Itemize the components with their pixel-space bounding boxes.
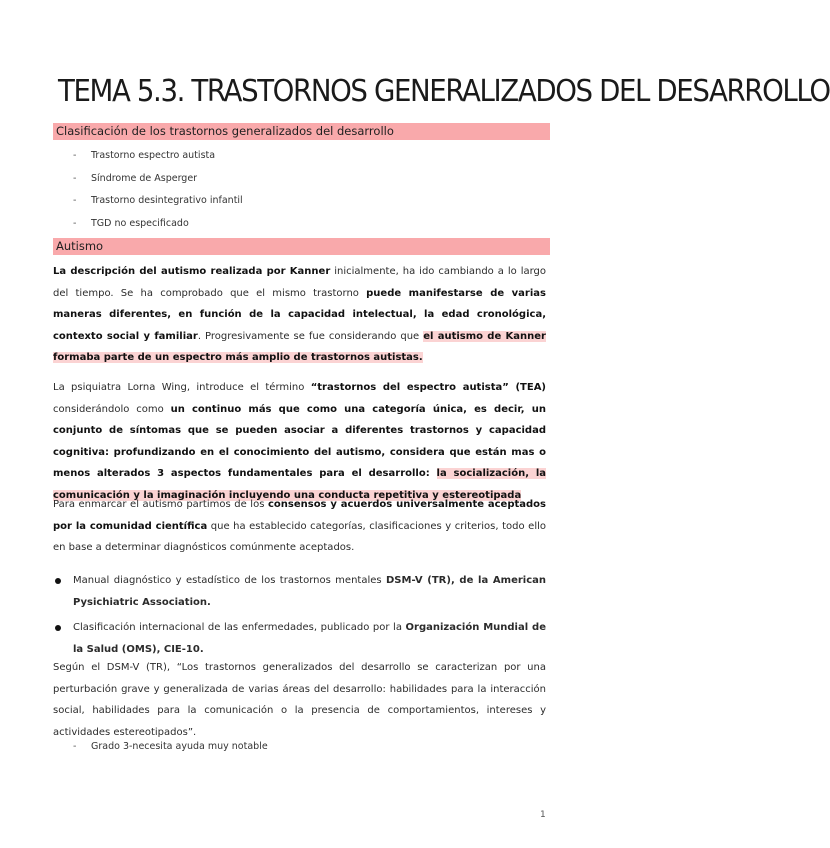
classification-list xyxy=(73,145,243,235)
dash-icon: - xyxy=(73,217,77,229)
section-heading-classification: Clasificación de los trastornos generalizados del desarrollo xyxy=(53,123,550,140)
dash-icon: - xyxy=(73,150,77,161)
bullet-icon xyxy=(55,625,61,631)
highlight: el autismo de Kanner formaba parte de un espectro más amplio de trastornos autistas. xyxy=(53,330,546,363)
list-item: Manual diagnóstico y estadístico de los trastornos mentales DSM-V (TR), de la American Pysichiatric Association. xyxy=(53,570,546,613)
paragraph-consensus: Para enmarcar el autismo partimos de los consensos y acuerdos universalmente aceptados por la comunidad científica que ha establecido categorías, clasificaciones y criterios, todo ello en base a determinar diagnósticos comúnmente aceptados. xyxy=(53,499,546,553)
dash-icon: - xyxy=(73,741,77,752)
dash-icon: - xyxy=(73,172,77,184)
list-item: - Trastorno desintegrativo infantil xyxy=(73,190,243,213)
bullet-icon xyxy=(55,578,61,584)
page-number: 1 xyxy=(540,810,546,820)
list-item: - Trastorno espectro autista xyxy=(73,145,243,168)
highlight: la socialización, la comunicación y la imaginación incluyendo una conducta repetitiva y estereotipada xyxy=(53,468,546,501)
list-item: - TGD no especificado xyxy=(73,213,243,236)
list-item: - Síndrome de Asperger xyxy=(73,168,243,191)
reference-list xyxy=(53,570,546,664)
page-title: TEMA 5.3. TRASTORNOS GENERALIZADOS DEL DESARROLLO xyxy=(58,74,830,109)
paragraph-wing: La psiquiatra Lorna Wing, introduce el término “trastornos del espectro autista” (TEA) considerándolo como un continuo más que como una categoría única, es decir, un conjunto de síntomas que se pueden asociar a diferentes trastornos y capacidad cognitiva: profundizando en el conocimiento del autismo, considera que están mas o menos alterados 3 aspectos fundamentales para el desarrollo: la socialización, la comunicación y la imaginación incluyendo una conducta repetitiva y estereotipada xyxy=(53,382,547,501)
dash-icon: - xyxy=(73,195,77,206)
list-item: Clasificación internacional de las enfermedades, publicado por la Organización Mundial de la Salud (OMS), CIE-10. xyxy=(53,617,546,660)
paragraph-kanner: La descripción del autismo realizada por Kanner inicialmente, ha ido cambiando a lo largo del tiempo. Se ha comprobado que el mismo trastorno puede manifestarse de varias maneras diferentes, en función de la capacidad intelectual, la edad cronológica, contexto social y familiar. Progresivamente se fue considerando que el autismo de Kanner formaba parte de un espectro más amplio de trastornos autistas. xyxy=(53,266,547,363)
list-item: - Grado 3-necesita ayuda muy notable xyxy=(73,736,268,759)
section-heading-autism: Autismo xyxy=(53,238,550,255)
grade-list xyxy=(73,736,268,759)
paragraph-dsm: Según el DSM-V (TR), “Los trastornos generalizados del desarrollo se caracterizan por una perturbación grave y generalizada de varias áreas del desarrollo: habilidades para la interacción social, habilidades para la comunicación o la presencia de comportamientos, intereses y actividades estereotipados”. xyxy=(53,662,546,738)
